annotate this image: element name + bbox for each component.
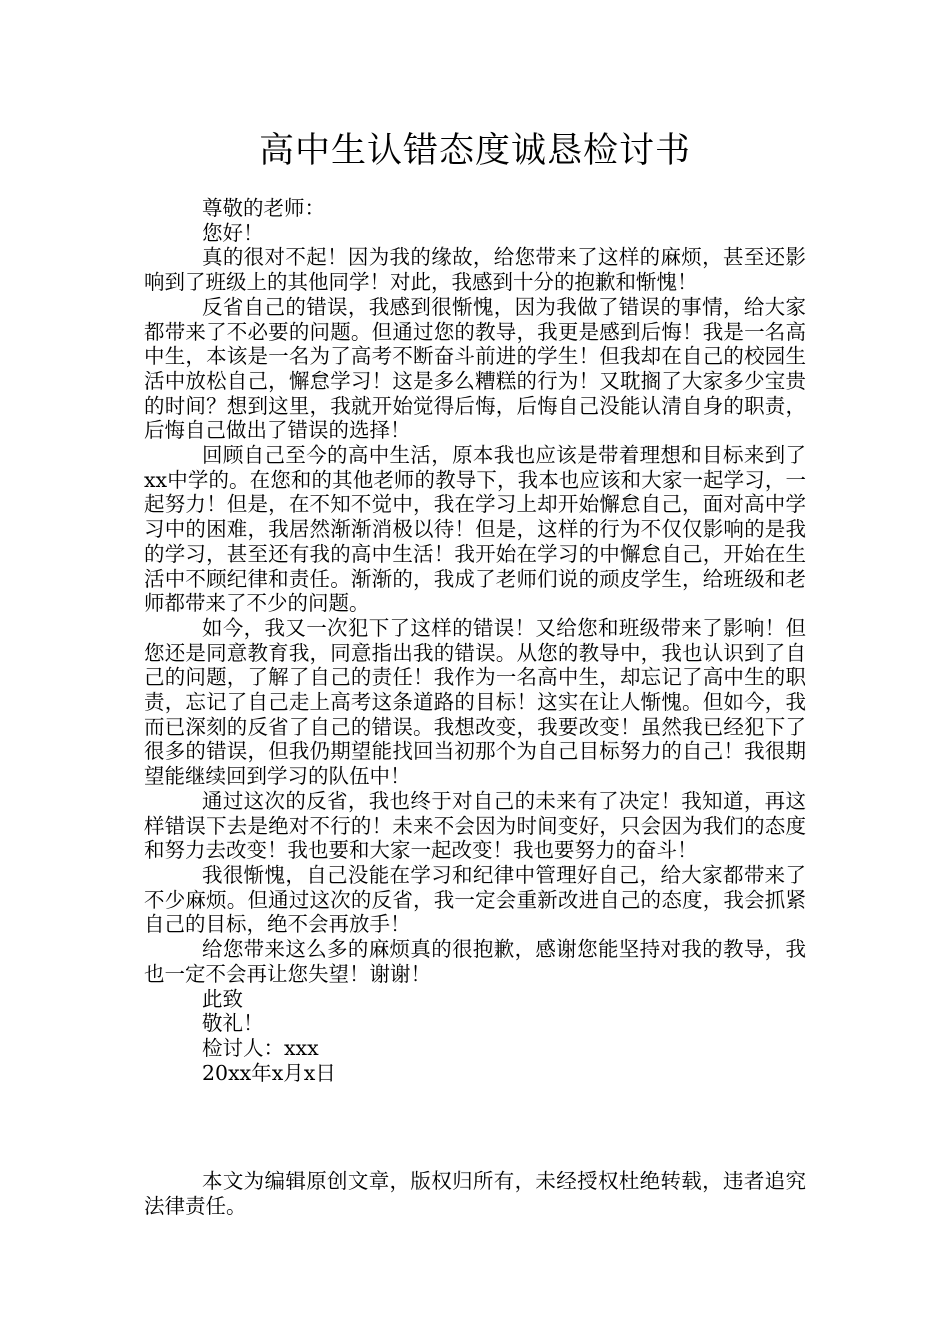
date: 20xx年x月x日 — [202, 1060, 336, 1085]
closing-salute: 敬礼！ — [202, 1011, 264, 1036]
document-body — [144, 196, 806, 1085]
paragraph: 真的很对不起！因为我的缘故，给您带来了这样的麻烦，甚至还影响到了班级上的其他同学！对此，我感到十分的抱歉和惭愧！ — [144, 245, 806, 295]
closing-line: 此致 — [202, 986, 243, 1011]
paragraph: 如今，我又一次犯下了这样的错误！又给您和班级带来了影响！但您还是同意教育我，同意指出我的错误。从您的教导中，我也认识到了自己的问题，了解了自己的责任！我作为一名高中生，却忘记了高中生的职责，忘记了自己走上高考这条道路的目标！这实在让人惭愧。但如今，我而已深刻的反省了自己的错误。我想改变，我要改变！虽然我已经犯下了很多的错误，但我仍期望能找回当初那个为自己目标努力的自己！我很期望能继续回到学习的队伍中！ — [144, 615, 806, 789]
paragraph: 我很惭愧，自己没能在学习和纪律中管理好自己，给大家都带来了不少麻烦。但通过这次的反省，我一定会重新改进自己的态度，我会抓紧自己的目标，绝不会再放手！ — [144, 862, 806, 937]
signature: 检讨人：xxx — [202, 1035, 319, 1060]
paragraph: 给您带来这么多的麻烦真的很抱歉，感谢您能坚持对我的教导，我也一定不会再让您失望！谢谢！ — [144, 937, 806, 986]
salutation: 尊敬的老师： — [202, 196, 325, 220]
paragraph: 通过这次的反省，我也终于对自己的未来有了决定！我知道，再这样错误下去是绝对不行的！未来不会因为时间变好，只会因为我们的态度和努力去改变！我也要和大家一起改变！我也要努力的奋斗！ — [144, 788, 806, 863]
greeting: 您好！ — [202, 220, 264, 245]
paragraph: 回顾自己至今的高中生活，原本我也应该是带着理想和目标来到了xx中学的。在您和的其他老师的教导下，我本也应该和大家一起学习，一起努力！但是，在不知不觉中，我在学习上却开始懈怠自己，面对高中学习中的困难，我居然渐渐消极以待！但是，这样的行为不仅仅影响的是我的学习，甚至还有我的高中生活！我开始在学习的中懈怠自己，开始在生活中不顾纪律和责任。渐渐的，我成了老师们说的顽皮学生，给班级和老师都带来了不少的问题。 — [144, 443, 806, 616]
paragraph: 反省自己的错误，我感到很惭愧，因为我做了错误的事情，给大家都带来了不必要的问题。但通过您的教导，我更是感到后悔！我是一名高中生，本该是一名为了高考不断奋斗前进的学生！但我却在自己的校园生活中放松自己，懈怠学习！这是多么糟糕的行为！又耽搁了大家多少宝贵的时间？想到这里，我就开始觉得后悔，后悔自己没能认清自身的职责，后悔自己做出了错误的选择！ — [144, 294, 806, 443]
copyright-notice: 本文为编辑原创文章，版权归所有，未经授权杜绝转载，违者追究法律责任。 — [144, 1169, 806, 1218]
document-title: 高中生认错态度诚恳检讨书 — [258, 131, 691, 171]
